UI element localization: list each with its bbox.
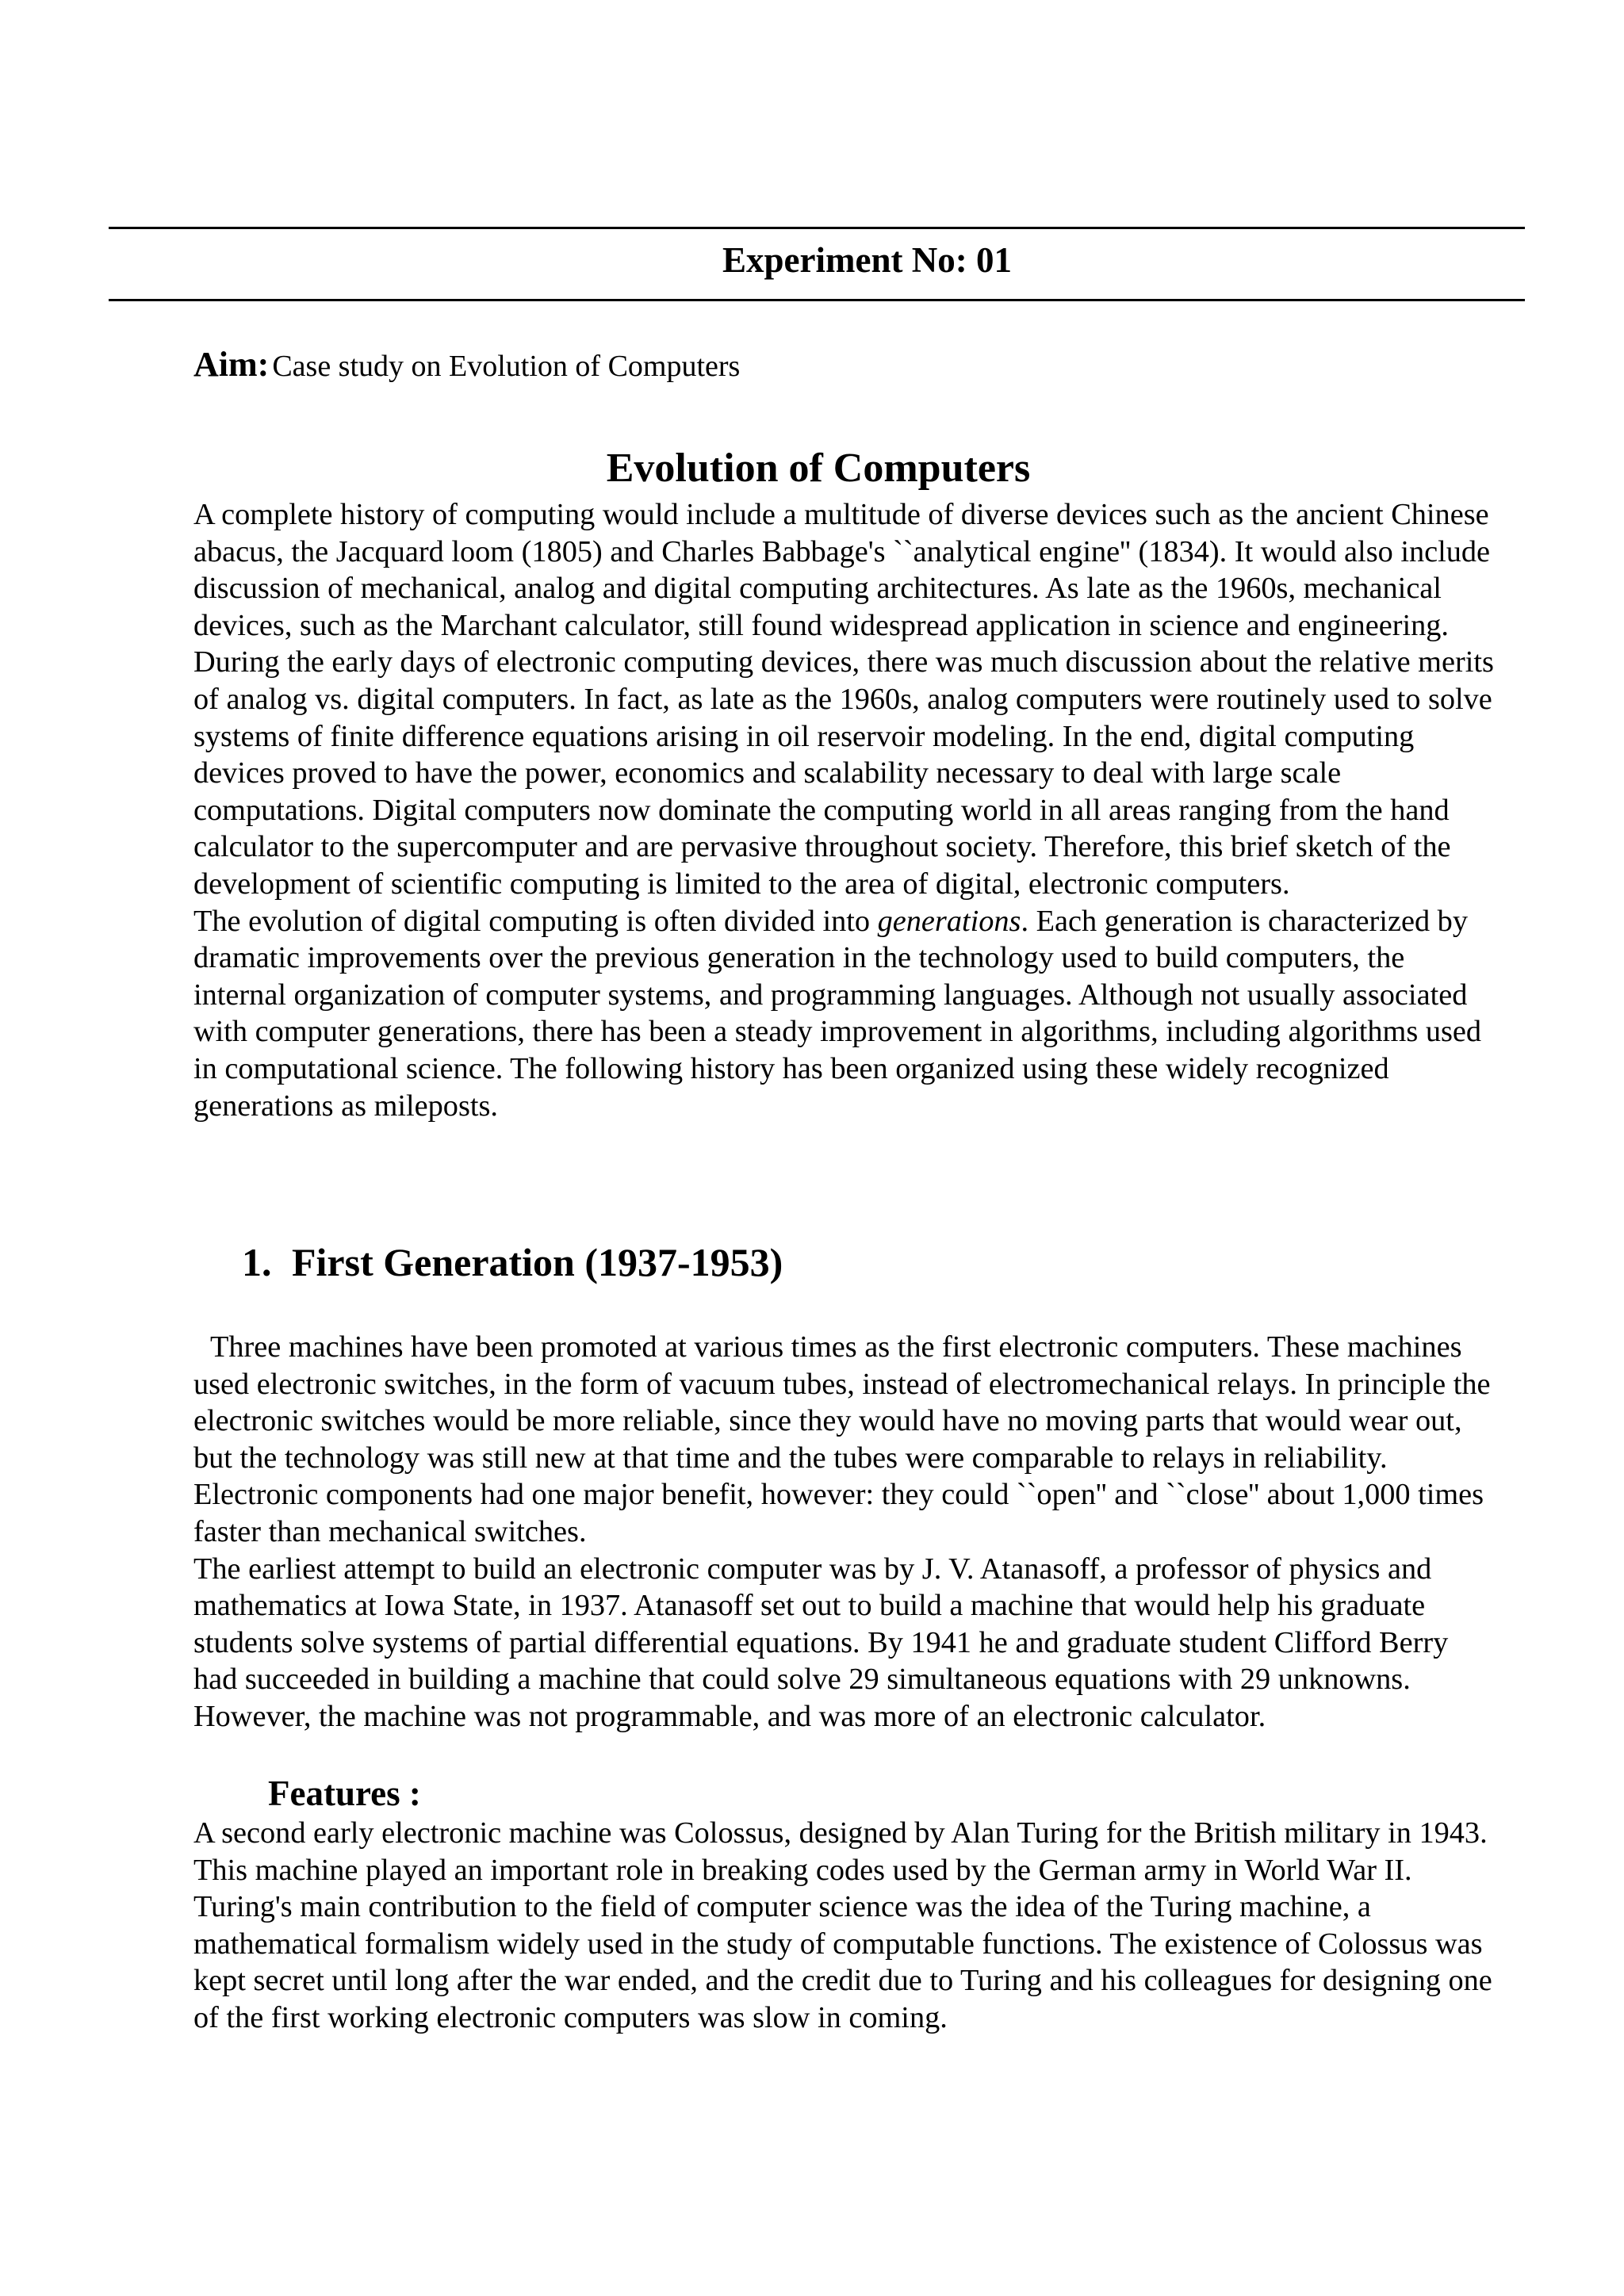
intro-p2-before: The evolution of digital computing is often divided into [193, 904, 878, 938]
features-body [193, 1815, 1494, 2037]
header-top-rule [109, 227, 1525, 229]
first-generation-paragraph-2: The earliest attempt to build an electronic computer was by J. V. Atanasoff, a professor of physics and mathematics at Iowa State, in 1937. Atanasoff set out to build a machine that would help his graduate students solve systems of partial differential equations. By 1941 he and graduate student Clifford Berry had succeeded in building a machine that could solve 29 simultaneous equations with 29 unknowns. However, the machine was not programmable, and was more of an electronic calculator. [193, 1552, 1449, 1733]
section-heading-first-generation [242, 1230, 783, 1294]
aim-label: Aim: [193, 345, 270, 384]
experiment-title: Experiment No: 01 [722, 240, 1012, 280]
intro-p2-emphasis: generations [877, 904, 1021, 938]
intro-paragraph-2 [193, 903, 1494, 1125]
first-generation-paragraph-1: Three machines have been promoted at various times as the first electronic computers. These machines used electronic switches, in the form of vacuum tubes, instead of electromechanical relays. In principle the electronic switches would be more reliable, since they would have no moving parts that would wear out, but the technology was still new at that time and the tubes were comparable to relays in reliability. Electronic components had one major benefit, however: they could ``open'' and ``close'' about 1,000 times faster than mechanical switches. [193, 1330, 1491, 1548]
first-generation-body [193, 1329, 1494, 1735]
intro-paragraph-1: A complete history of computing would include a multitude of diverse devices such as the ancient Chinese abacus, the Jacquard loom (1805) and Charles Babbage's ``analytical engine'' (1834). It would also include discussion of mechanical, analog and digital computing architectures. As late as the 1960s, mechanical devices, such as the Marchant calculator, still found widespread application in science and engineering. During the early days of electronic computing devices, there was much discussion about the relative merits of analog vs. digital computers. In fact, as late as the 1960s, analog computers were routinely used to solve systems of finite difference equations arising in oil reservoir modeling. In the end, digital computing devices proved to have the power, economics and scalability necessary to deal with large scale computations. Digital computers now dominate the computing world in all areas ranging from the hand calculator to the supercomputer and are pervasive throughout society. Therefore, this brief sketch of the development of scientific computing is limited to the area of digital, electronic computers. [193, 498, 1494, 901]
section-title: First Generation (1937-1953) [292, 1240, 783, 1284]
features-heading: Features : [268, 1774, 421, 1813]
aim-line [193, 341, 1542, 396]
aim-text: Case study on Evolution of Computers [272, 350, 741, 383]
page-title: Evolution of Computers [606, 446, 1031, 491]
header-bottom-rule [109, 299, 1525, 301]
intro-section [193, 496, 1494, 1124]
features-paragraph-1: A second early electronic machine was Colossus, designed by Alan Turing for the British military in 1943. This machine played an important role in breaking codes used by the German army in World War II. Turing's main contribution to the field of computer science was the idea of the Turing machine, a mathematical formalism widely used in the study of computable functions. The existence of Colossus was kept secret until long after the war ended, and the credit due to Turing and his colleagues for designing one of the first working electronic computers was slow in coming. [193, 1816, 1492, 2034]
section-number: 1. [242, 1240, 272, 1284]
intro-p2-after: . Each generation is characterized by dramatic improvements over the previous generation in the technology used to build computers, the internal organization of computer systems, and programming languages. Although not usually associated with computer generations, there has been a steady improvement in algorithms, including algorithms used in computational science. The following history has been organized using these widely recognized generations as mileposts. [193, 904, 1482, 1123]
